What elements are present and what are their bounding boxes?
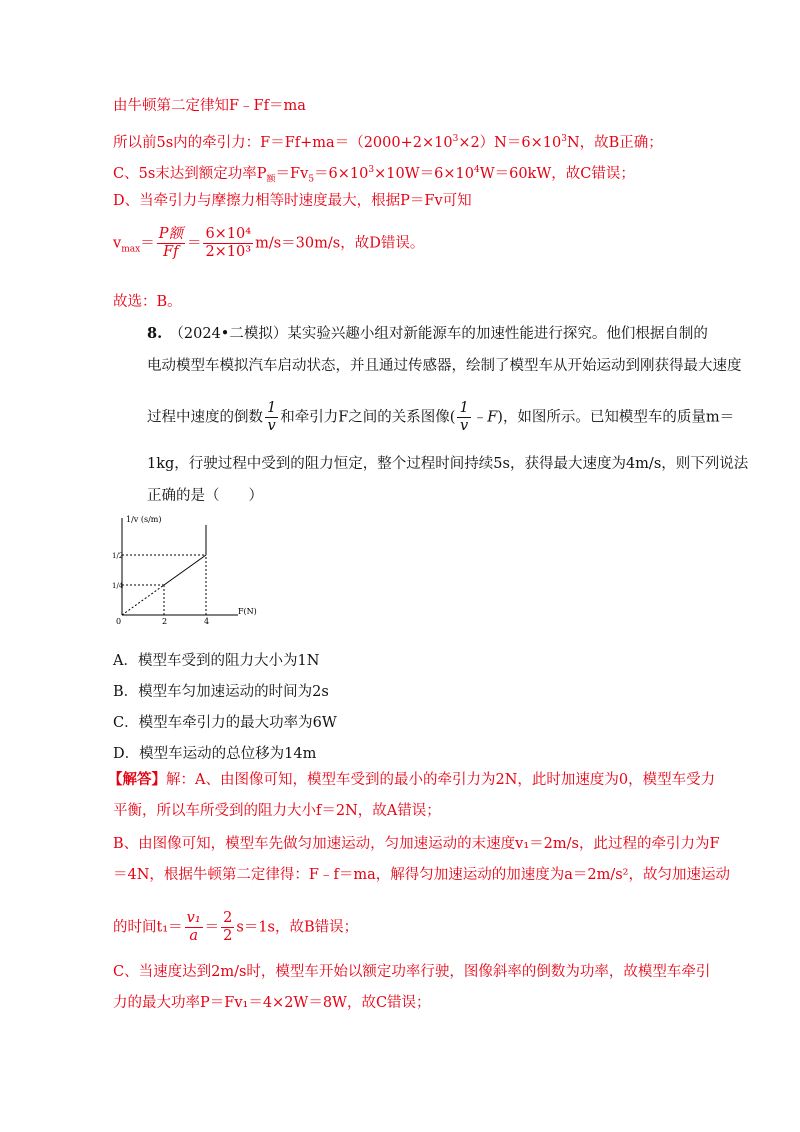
y-tick-label: 1/4 — [112, 582, 124, 590]
answer-line-3: B、由图像可知，模型车先做匀加速运动，匀加速运动的末速度v₁＝2m/s，此过程的牵引力为F — [113, 836, 720, 852]
graph-slope-segment — [164, 555, 206, 585]
y-tick-label: 1/2 — [112, 552, 124, 560]
answer-line-2: 平衡，所以车所受到的阻力大小f＝2N，故A错误； — [113, 803, 441, 819]
solution-line-1: 由牛顿第二定律知F﹣Ff＝ma — [113, 98, 306, 114]
option-b: B．模型车匀加速运动的时间为2s — [113, 684, 329, 700]
question-line-4: 1kg，行驶过程中受到的阻力恒定，整个过程时间持续5s，获得最大速度为4m/s，则下列说法 — [147, 456, 749, 472]
velocity-force-graph — [110, 510, 260, 625]
option-a: A．模型车受到的阻力大小为1N — [113, 653, 320, 669]
answer-line-5: 的时间t₁＝ $\frac{\text{v₁}}{a}$ ＝ $\frac{2}{2}$ s＝1s，故B错误； — [113, 910, 359, 944]
answer-line-4: ＝4N，根据牛顿第二定律得：F﹣f＝ma，解得匀加速运动的加速度为a＝2m/s²，故匀加速运动 — [113, 867, 730, 883]
x-tick-label: 2 — [162, 617, 168, 625]
solution-line-2: 所以前5s内的牵引力：$F=Ff+ma=(2000+2\times 10^3\times 2)N=6\times 10^3N$，故B正确； — [113, 134, 663, 151]
solution-line-4: D、当牵引力与摩擦力相等时速度最大，根据P＝Fv可知 — [113, 193, 472, 209]
x-tick-label: 4 — [204, 617, 210, 625]
answer-line-7: 力的最大功率P＝Fv₁＝4×2W＝8W，故C错误； — [113, 995, 431, 1011]
solution-line-3: C、5s末达到额定功率$P_额=Fv_5=6\times 10^3\times 10W=6\times 10^4W=60kW$，故C错误； — [113, 165, 635, 185]
x-axis-label: F(N) — [238, 607, 257, 616]
option-d: D．模型车运动的总位移为14m — [113, 746, 317, 762]
option-c: C．模型车牵引力的最大功率为6W — [113, 715, 337, 731]
choice-line: 故选：B。 — [113, 294, 182, 310]
answer-line-1: 【解答】解：A、由图像可知，模型车受到的最小的牵引力为2N，此时加速度为0，模型车受力 — [108, 771, 716, 788]
question-line-2: 电动模型车模拟汽车启动状态，并且通过传感器，绘制了模型车从开始运动到刚获得最大速度 — [147, 358, 742, 374]
answer-line-6: C、当速度达到2m/s时，模型车开始以额定功率行驶，图像斜率的倒数为功率，故模型车牵引 — [113, 964, 711, 980]
question-line-1: 8. （2024•二模拟）某实验兴趣小组对新能源车的加速性能进行探究。他们根据自制的 — [147, 325, 708, 342]
vmax-formula: $v_{max}=$ $\frac{\text{P额}}{Ff}$ ＝ $\frac{\text{6×10⁴}}{\text{2×10³}}$ m/s＝30m/s，故D错误。 — [113, 226, 425, 260]
x-tick-label: 0 — [116, 617, 122, 625]
y-axis-label: 1/v (s/m) — [126, 515, 162, 524]
dashed-origin-line — [122, 585, 164, 615]
question-line-5: 正确的是（ ） — [147, 488, 263, 504]
question-line-3: 过程中速度的倒数 $\frac{1}{v}$ 和牵引力F之间的关系图像( $\frac{1}{v}$ ﹣F)，如图所示。已知模型车的质量m＝ — [147, 400, 735, 434]
